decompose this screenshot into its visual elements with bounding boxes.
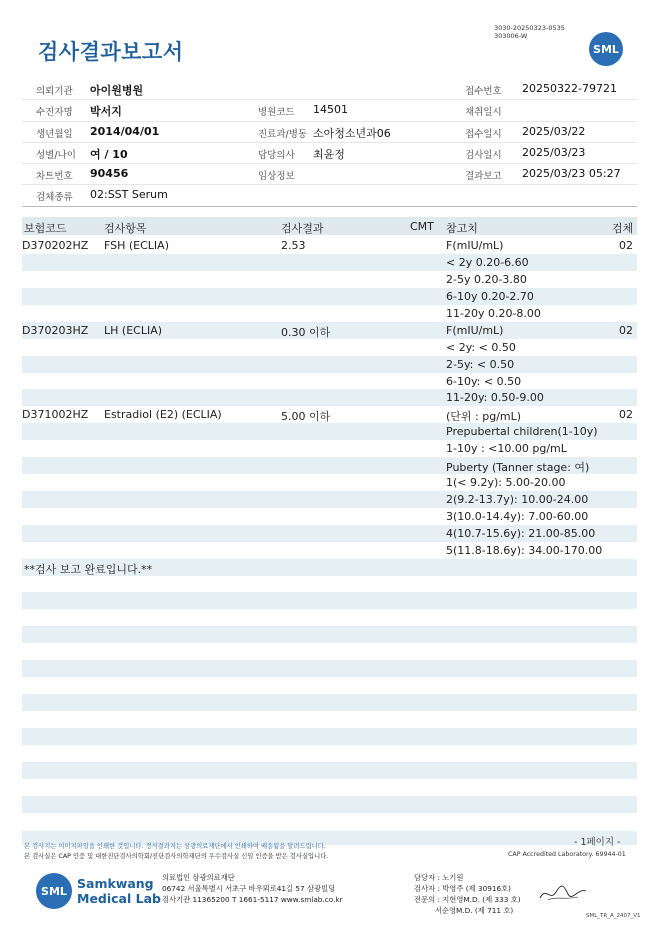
sml-footer-logo-icon: SML bbox=[36, 873, 72, 909]
empty-row bbox=[22, 745, 637, 762]
table-row bbox=[22, 525, 637, 542]
empty-row bbox=[22, 779, 637, 796]
lab-info-line: 06742 서울특별시 서초구 바우뫼로41길 57 삼광빌딩 bbox=[162, 884, 336, 893]
empty-rows bbox=[22, 592, 637, 830]
empty-row bbox=[22, 677, 637, 694]
col-specimen: 검체 bbox=[612, 222, 634, 235]
table-cell: 6-10y: < 0.50 bbox=[446, 374, 522, 388]
header-label: 수진자명 bbox=[36, 107, 73, 119]
header-label: 차트번호 bbox=[36, 171, 73, 183]
table-row bbox=[22, 508, 637, 525]
table-cell: Estradiol (E2) (ECLIA) bbox=[104, 408, 222, 422]
col-insurance-code: 보험코드 bbox=[24, 222, 67, 235]
lab-info-line: 검사기관 11365200 T 1661-5117 www.smlab.co.kr bbox=[162, 895, 343, 904]
form-code: SML_TR_A_2407_V1 bbox=[586, 913, 641, 919]
table-cell: 02 bbox=[619, 239, 633, 252]
page-number: - 1페이지 - bbox=[574, 837, 621, 848]
table-cell: 5(11.8-18.6y): 34.00-170.00 bbox=[446, 543, 603, 557]
header-value: 14501 bbox=[313, 103, 348, 117]
document-number bbox=[494, 24, 565, 40]
header-row bbox=[22, 143, 637, 164]
col-result: 검사결과 bbox=[281, 222, 324, 235]
header-value: 02:SST Serum bbox=[90, 188, 168, 202]
table-cell: 1(< 9.2y): 5.00-20.00 bbox=[446, 476, 566, 490]
table-cell: 2.53 bbox=[281, 239, 306, 252]
lab-info-line: 의료법인 삼광의료재단 bbox=[162, 873, 235, 882]
header-label: 검사일시 bbox=[465, 149, 502, 161]
header-label: 결과보고 bbox=[465, 171, 502, 183]
table-row bbox=[22, 288, 637, 305]
table-row bbox=[22, 474, 637, 491]
patient-info-header bbox=[22, 79, 637, 207]
header-label: 진료과/병동 bbox=[258, 128, 308, 140]
empty-row bbox=[22, 813, 637, 830]
col-reference: 참고치 bbox=[446, 222, 478, 235]
table-row bbox=[22, 339, 637, 356]
header-row bbox=[22, 79, 637, 100]
table-cell: LH (ECLIA) bbox=[104, 323, 163, 337]
table-cell: 2(9.2-13.7y): 10.00-24.00 bbox=[446, 493, 589, 507]
table-cell: 11-20y: 0.50-9.00 bbox=[446, 391, 544, 405]
table-cell: 1-10y : <10.00 pg/mL bbox=[446, 442, 567, 456]
empty-row bbox=[22, 694, 637, 711]
staff-line: 담당자 : 노기원 bbox=[414, 873, 464, 882]
table-cell: Puberty (Tanner stage: 여) bbox=[446, 461, 590, 475]
table-row bbox=[22, 542, 637, 559]
header-label: 의뢰기관 bbox=[36, 86, 73, 97]
table-cell: Prepubertal children(1-10y) bbox=[446, 425, 598, 439]
table-cell: D370202HZ bbox=[22, 239, 89, 252]
header-value: 90456 bbox=[90, 167, 129, 181]
header-label: 접수일시 bbox=[465, 128, 502, 140]
empty-row bbox=[22, 643, 637, 660]
table-row bbox=[22, 322, 637, 339]
table-row bbox=[22, 423, 637, 440]
completion-note-row bbox=[22, 559, 637, 576]
header-value: 박서지 bbox=[90, 105, 122, 119]
table-row bbox=[22, 237, 637, 254]
table-cell: 4(10.7-15.6y): 21.00-85.00 bbox=[446, 526, 596, 540]
empty-row bbox=[22, 728, 637, 745]
header-row bbox=[22, 164, 637, 185]
header-label: 생년월일 bbox=[36, 128, 73, 140]
completion-note: **검사 보고 완료입니다.** bbox=[24, 562, 153, 576]
report-title: 검사결과보고서 bbox=[38, 40, 184, 64]
header-label: 채취일시 bbox=[465, 107, 502, 119]
header-value: 20250322-79721 bbox=[522, 82, 617, 95]
table-cell: 0.30 이하 bbox=[281, 325, 331, 339]
empty-row bbox=[22, 660, 637, 677]
lab-address-info bbox=[162, 872, 343, 905]
header-value: 2014/04/01 bbox=[90, 124, 160, 138]
empty-row bbox=[22, 592, 637, 609]
doc-number-2: 303006-W bbox=[494, 32, 528, 40]
cap-accreditation: CAP Accredited Laboratory. 69944-01 bbox=[508, 851, 626, 858]
table-row bbox=[22, 373, 637, 390]
header-row bbox=[22, 185, 637, 205]
header-label: 병원코드 bbox=[258, 107, 295, 119]
table-row bbox=[22, 457, 637, 474]
print-notice: 본 검사지는 이미지파일을 인쇄한 것입니다. 정식결과지는 삼광의료재단에서 인쇄하여 배송됨을 알려드립니다. bbox=[24, 843, 326, 850]
header-value: 아이원병원 bbox=[90, 84, 144, 97]
header-value: 2025/03/22 bbox=[522, 124, 586, 138]
header-value: 최윤정 bbox=[313, 147, 345, 161]
accreditation-notice: 본 검사실은 CAP 인증 및 대한진단검사의학회/진단검사의학재단의 우수검사실 신임 인증을 받은 검사실입니다. bbox=[24, 853, 329, 860]
table-row bbox=[22, 389, 637, 406]
table-cell: D370203HZ bbox=[22, 323, 89, 337]
table-cell: 11-20y 0.20-8.00 bbox=[446, 306, 541, 320]
col-cmt: CMT bbox=[410, 220, 434, 233]
table-row bbox=[22, 406, 637, 423]
staff-line: 전문의 : 지현영M.D. (제 333 호) bbox=[414, 895, 521, 904]
staff-info bbox=[414, 872, 521, 916]
table-cell: 2-5y 0.20-3.80 bbox=[446, 272, 527, 286]
table-cell: 2-5y: < 0.50 bbox=[446, 357, 515, 371]
brand-line-2: Medical Lab bbox=[77, 891, 161, 906]
table-cell: 02 bbox=[619, 323, 633, 337]
table-row bbox=[22, 271, 637, 288]
header-label: 성별/나이 bbox=[36, 149, 76, 161]
header-row bbox=[22, 122, 637, 143]
results-table-header bbox=[22, 217, 637, 235]
empty-row bbox=[22, 796, 637, 813]
table-cell: 02 bbox=[619, 408, 633, 422]
signature-icon bbox=[538, 882, 588, 904]
table-cell: < 2y: < 0.50 bbox=[446, 340, 516, 354]
empty-row bbox=[22, 711, 637, 728]
results-table-body bbox=[22, 237, 637, 576]
header-row bbox=[22, 100, 637, 121]
doc-number-1: 3030-20250323-0535 bbox=[494, 24, 565, 32]
empty-row bbox=[22, 609, 637, 626]
staff-line: 서순영M.D. (제 711 호) bbox=[414, 906, 514, 915]
header-label: 접수번호 bbox=[465, 86, 502, 97]
header-value: 2025/03/23 bbox=[522, 145, 586, 159]
table-cell: 6-10y 0.20-2.70 bbox=[446, 289, 534, 303]
table-cell: 5.00 이하 bbox=[281, 410, 331, 424]
table-cell: F(mIU/mL) bbox=[446, 323, 504, 337]
table-cell: < 2y 0.20-6.60 bbox=[446, 255, 529, 269]
table-row bbox=[22, 305, 637, 322]
header-value: 2025/03/23 05:27 bbox=[522, 167, 621, 181]
table-row bbox=[22, 254, 637, 271]
table-cell: F(mIU/mL) bbox=[446, 239, 504, 252]
table-cell: 3(10.0-14.4y): 7.00-60.00 bbox=[446, 510, 589, 523]
staff-line: 검사자 : 박영주 (제 30916호) bbox=[414, 884, 512, 893]
table-row bbox=[22, 440, 637, 457]
table-cell: D371002HZ bbox=[22, 408, 89, 422]
col-test-item: 검사항목 bbox=[104, 222, 147, 235]
header-label: 검체종류 bbox=[36, 192, 73, 204]
header-value: 소아청소년과06 bbox=[313, 126, 391, 140]
header-label: 임상정보 bbox=[258, 171, 295, 183]
table-row bbox=[22, 491, 637, 508]
header-label: 담당의사 bbox=[258, 149, 295, 161]
empty-row bbox=[22, 762, 637, 779]
header-value: 여 / 10 bbox=[90, 147, 128, 161]
sml-logo-icon: SML bbox=[589, 32, 623, 66]
table-cell: FSH (ECLIA) bbox=[104, 239, 169, 252]
table-row bbox=[22, 356, 637, 373]
table-cell: (단위 : pg/mL) bbox=[446, 410, 522, 424]
brand-line-1: Samkwang bbox=[77, 876, 154, 891]
brand-name bbox=[77, 876, 161, 906]
empty-row bbox=[22, 626, 637, 643]
